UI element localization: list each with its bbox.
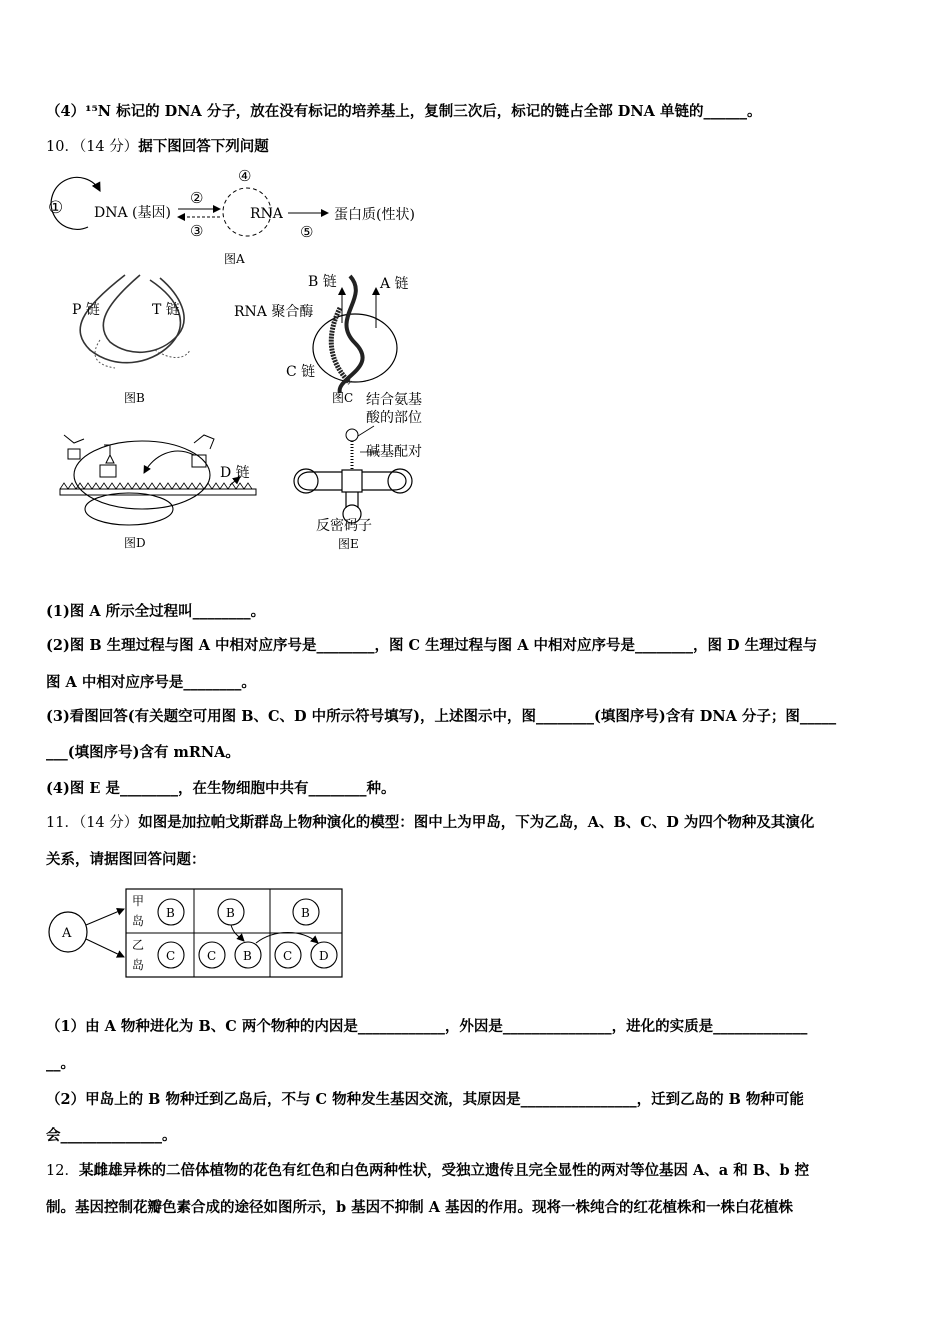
b-to-d-arrow [256, 933, 318, 944]
figa-caption: 图A [224, 252, 245, 266]
figure-e [290, 390, 450, 555]
q11-part1-line2: __。 [46, 1055, 75, 1072]
q10-number: 10．（14 分） [46, 139, 139, 155]
a-to-jia-arrow [86, 909, 124, 925]
jia-label-2: 岛 [132, 914, 145, 928]
jia1-b-label: B [166, 906, 175, 920]
p-strand [80, 275, 180, 363]
figa-protein-label: 蛋白质(性状) [334, 207, 415, 223]
q10-part3-line1: (3)看图回答(有关题空可用图 B、C、D 中所示符号填写)，上述图示中，图________(填图序号)含有 DNA 分子；图_____ [46, 708, 837, 725]
fige-anti-label: 反密码子 [316, 518, 372, 534]
q10-header [46, 137, 908, 157]
yi2-c-label: C [207, 949, 217, 963]
figa-rna-label: RNA [250, 206, 283, 222]
figc-caption: 图C [332, 391, 354, 405]
q10-part1: (1)图 A 所示全过程叫________。 [46, 603, 266, 620]
fige-caption: 图E [338, 537, 359, 551]
codon-ticks [60, 483, 252, 489]
q11-header-line2: 关系，请据图回答问题： [46, 851, 206, 868]
figa-n5-label: ⑤ [300, 223, 314, 241]
figa-circle1-label: ① [48, 198, 64, 218]
figa-n4-label: ④ [238, 167, 252, 185]
q9-part4: （4）¹⁵N 标记的 DNA 分子，放在没有标记的培养基上，复制三次后，标记的链占全部 DNA 单链的______。 [46, 103, 762, 120]
figd-d-label: D 链 [220, 465, 250, 481]
a-to-yi-arrow [86, 939, 124, 957]
jia-label-1: 甲 [132, 894, 145, 908]
figure-island-evolution [44, 885, 349, 985]
q10-part2-line2: 图 A 中相对应序号是________。 [46, 674, 256, 691]
q10-stem: 据下图回答下列问题 [138, 138, 269, 155]
q12-number: 12． [46, 1163, 79, 1179]
species-a-label: A [62, 926, 72, 941]
figb-p-label: P 链 [72, 302, 100, 318]
yi3-c-label: C [283, 949, 293, 963]
fige-site2-label: 酸的部位 [366, 410, 422, 426]
figure-d [44, 425, 269, 555]
q11-header-line1 [46, 813, 908, 833]
mrna-strand [60, 489, 256, 495]
figure-a [44, 165, 444, 270]
trna-leaving [192, 435, 214, 467]
figure-b [60, 270, 210, 410]
figa-n3-label: ③ [190, 222, 204, 240]
amino-acid-site [346, 429, 358, 441]
q10-part3-line2: ___(填图序号)含有 mRNA。 [46, 744, 240, 761]
yi1-c-label: C [166, 949, 176, 963]
yi2-b-label: B [243, 949, 252, 963]
fige-site1-label: 结合氨基 [366, 392, 422, 408]
jia2-b-label: B [226, 906, 235, 920]
fige-pair-label: 碱基配对 [366, 444, 422, 460]
jia3-b-label: B [301, 906, 310, 920]
figb-caption: 图B [124, 391, 145, 405]
figc-c-label: C 链 [286, 364, 316, 380]
q10-part2-line1: (2)图 B 生理过程与图 A 中相对应序号是________，图 C 生理过程与图 A 中相对应序号是________，图 D 生理过程与 [46, 637, 818, 654]
figa-n2-label: ② [190, 189, 204, 207]
q12-header-line1 [46, 1161, 908, 1181]
site-pointer [358, 426, 374, 436]
q11-part2-line2: 会______________。 [46, 1127, 177, 1144]
trna-in-site [100, 445, 116, 477]
trna-incoming [64, 435, 84, 459]
figc-b-label: B 链 [308, 274, 337, 290]
figc-rnap-label: RNA 聚合酶 [234, 304, 314, 320]
figc-a-label: A 链 [380, 276, 409, 292]
figd-caption: 图D [124, 536, 146, 550]
q11-part2-line1: （2）甲岛上的 B 物种迁到乙岛后，不与 C 物种发生基因交流，其原因是________________，迁到乙岛的 B 物种可能 [46, 1091, 804, 1108]
q12-stem1: 某雌雄异株的二倍体植物的花色有红色和白色两种性状，受独立遗传且完全显性的两对等位基因 A、a 和 B、b 控 [78, 1162, 810, 1179]
dna-double-helix [340, 276, 363, 393]
small-ribosome-subunit [85, 493, 173, 525]
yi-label-1: 乙 [132, 938, 145, 952]
trna-core [342, 470, 362, 492]
yi-label-2: 岛 [132, 958, 145, 972]
q11-stem1: 如图是加拉帕戈斯群岛上物种演化的模型：图中上为甲岛，下为乙岛，A、B、C、D 为四个物种及其演化 [138, 814, 815, 831]
q10-part4: (4)图 E 是________，在生物细胞中共有________种。 [46, 780, 396, 797]
yi3-d-label: D [319, 949, 329, 963]
q11-number: 11．（14 分） [46, 815, 139, 831]
q12-header-line2: 制。基因控制花瓣色素合成的途径如图所示，b 基因不抑制 A 基因的作用。现将一株纯合的红花植株和一株白花植株 [46, 1199, 794, 1216]
figa-dna-label: DNA (基因) [94, 205, 171, 221]
figb-t-label: T 链 [152, 302, 180, 318]
q11-part1-line1: （1）由 A 物种进化为 B、C 两个物种的内因是____________，外因是_______________，进化的实质是_____________ [46, 1018, 808, 1035]
base-pairs [95, 340, 190, 368]
movement-arrow [144, 451, 194, 473]
